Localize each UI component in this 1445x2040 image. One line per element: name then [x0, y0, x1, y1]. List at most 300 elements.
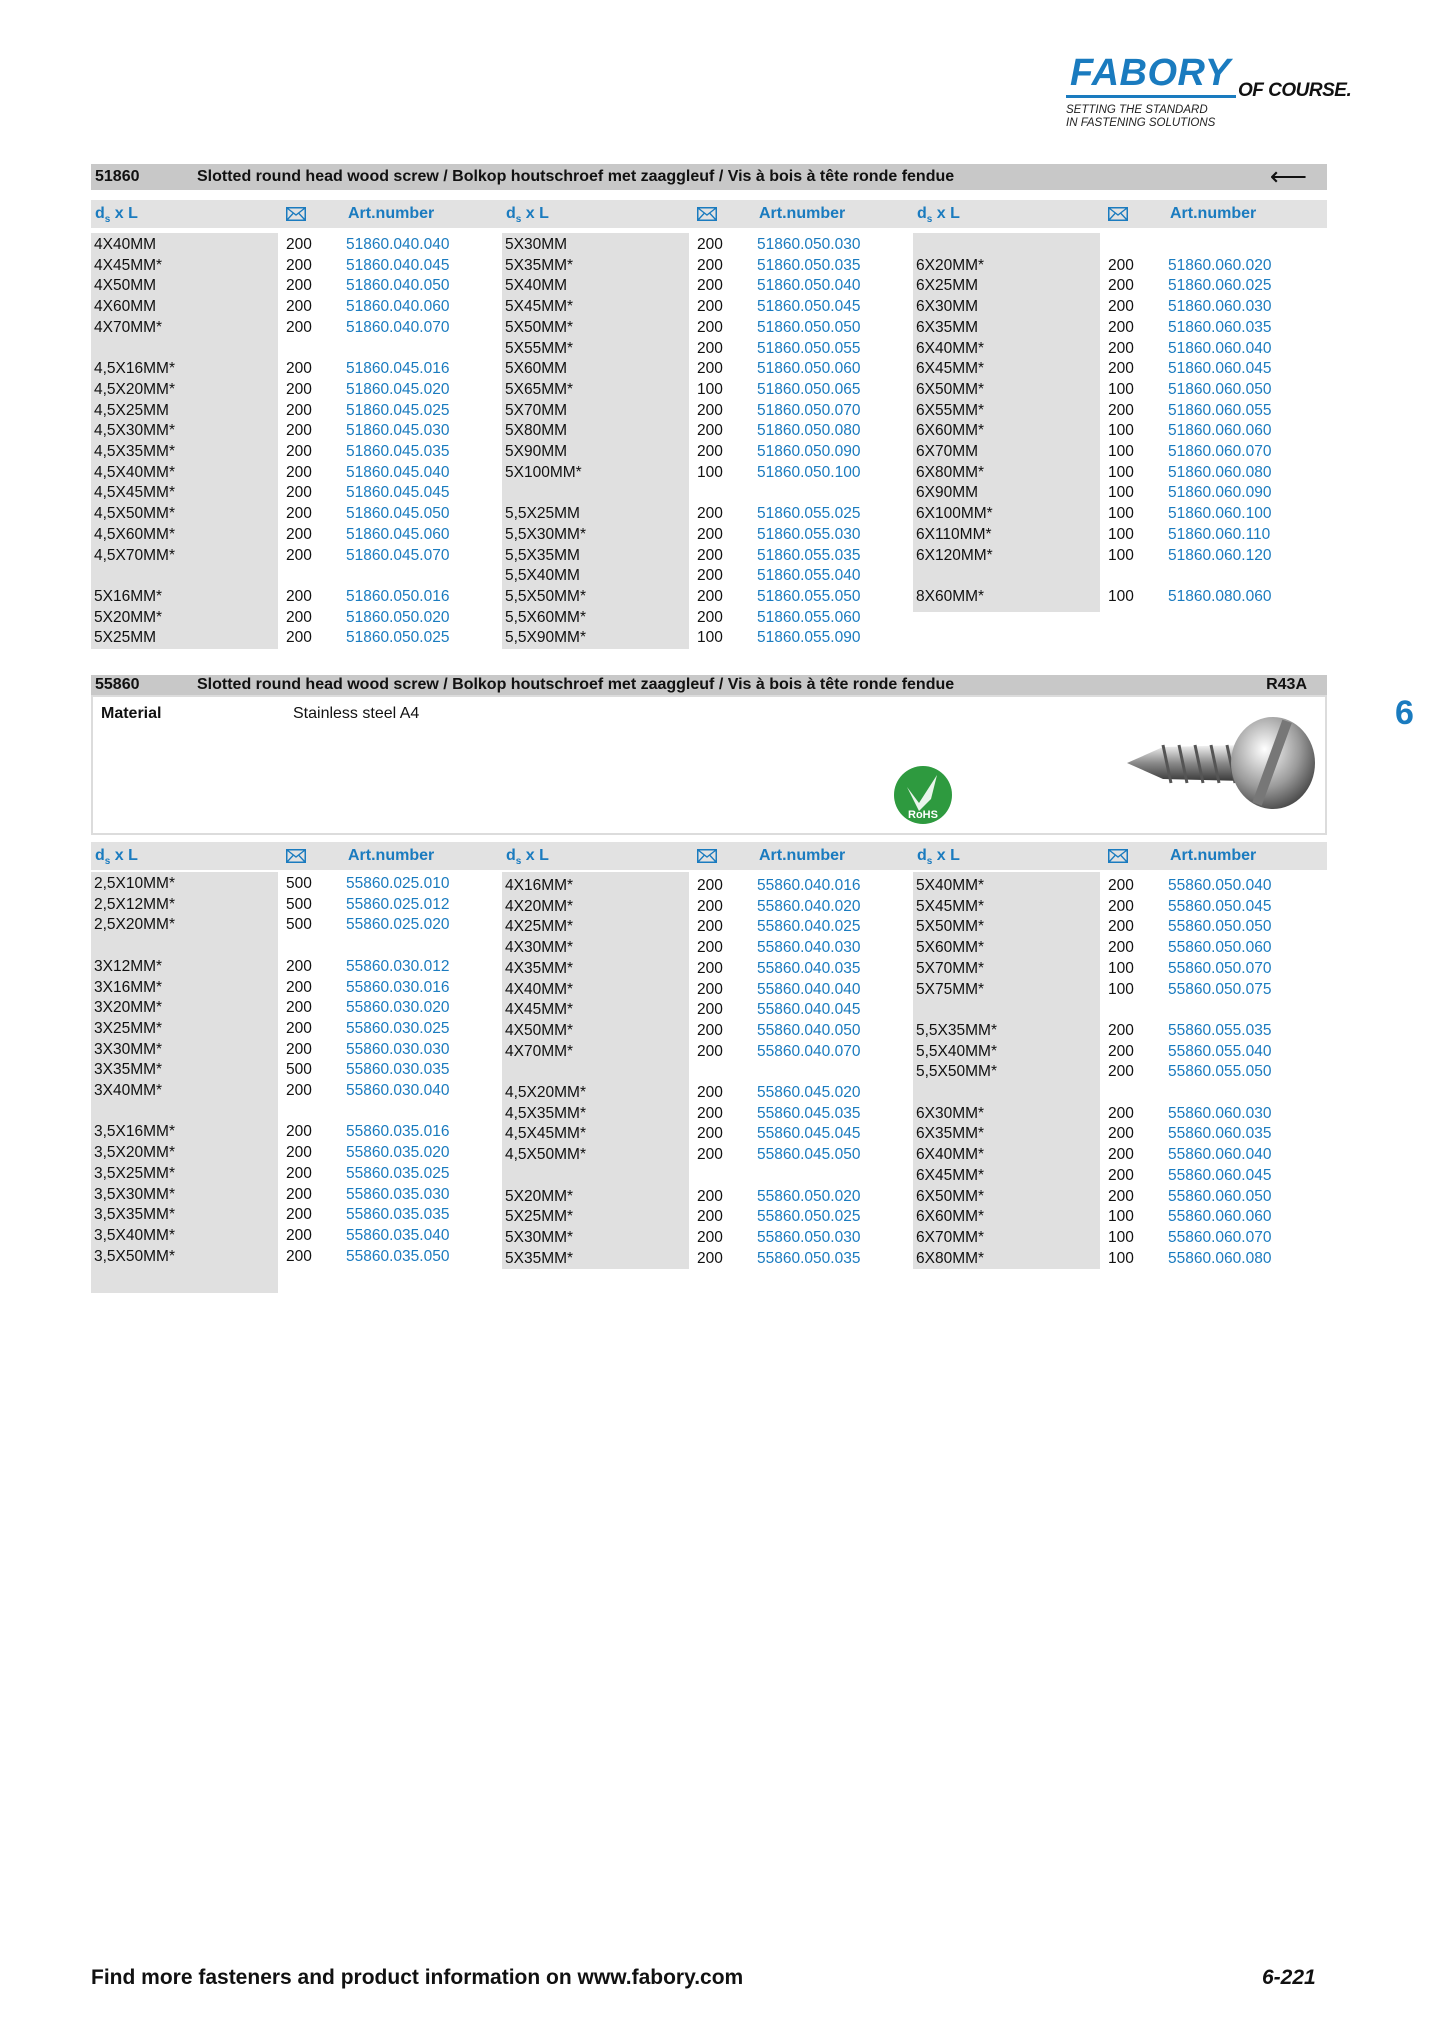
- art-number-link[interactable]: 55860.025.010: [346, 875, 450, 892]
- quantity-cell: 200: [1108, 256, 1134, 274]
- size-cell: 4X70MM*: [94, 318, 163, 336]
- size-cell: 5,5X50MM*: [505, 587, 586, 605]
- art-number-link[interactable]: 51860.050.030: [757, 236, 861, 253]
- art-number-link[interactable]: 55860.050.030: [757, 1228, 861, 1246]
- art-number-link[interactable]: 51860.050.045: [757, 298, 861, 316]
- art-number-link[interactable]: 55860.030.020: [346, 999, 450, 1017]
- art-number-link[interactable]: 51860.055.035: [757, 546, 861, 564]
- size-cell: 3,5X16MM*: [94, 1123, 175, 1141]
- quantity-cell: 200: [1108, 1166, 1134, 1184]
- quantity-cell: 200: [697, 277, 723, 295]
- art-number-link[interactable]: 55860.060.035: [1168, 1125, 1272, 1143]
- table-row: [91, 1122, 491, 1143]
- quantity-cell: 200: [697, 567, 723, 585]
- art-number-column-label: Art.number: [1170, 847, 1257, 864]
- size-cell: 3,5X25MM*: [94, 1164, 175, 1182]
- art-number-link[interactable]: 51860.050.070: [757, 401, 861, 419]
- size-cell: 4,5X30MM*: [94, 422, 175, 440]
- art-number-link[interactable]: 51860.050.040: [757, 277, 861, 295]
- quantity-cell: 200: [1108, 897, 1134, 915]
- size-cell: 2,5X10MM*: [94, 875, 175, 892]
- quantity-cell: 200: [286, 525, 312, 543]
- quantity-cell: 200: [697, 1042, 723, 1060]
- table-row: [502, 442, 902, 463]
- size-cell: 4X25MM*: [505, 918, 574, 936]
- art-number-link[interactable]: 55860.035.016: [346, 1123, 450, 1141]
- table-row: [502, 318, 902, 339]
- table-row: [913, 1145, 1313, 1166]
- art-number-link[interactable]: 55860.030.025: [346, 1019, 450, 1037]
- art-number-link[interactable]: 51860.050.080: [757, 422, 861, 440]
- table-row: [913, 917, 1313, 938]
- table-row: [913, 483, 1313, 504]
- quantity-cell: 100: [1108, 422, 1134, 440]
- table-row: [502, 1083, 902, 1104]
- size-cell: 4X50MM: [94, 277, 157, 295]
- size-cell: 6X30MM: [916, 298, 979, 316]
- table-row: [502, 897, 902, 918]
- table-row: [502, 463, 902, 484]
- quantity-cell: 200: [286, 380, 312, 398]
- size-cell: 3,5X35MM*: [94, 1206, 175, 1224]
- art-number-link[interactable]: 55860.030.035: [346, 1061, 450, 1079]
- art-number-link[interactable]: 55860.060.045: [1168, 1166, 1272, 1184]
- table-row: [502, 297, 902, 318]
- art-number-link[interactable]: 55860.040.020: [757, 897, 861, 915]
- table-row: [91, 442, 491, 463]
- art-number-link[interactable]: 51860.050.020: [346, 608, 450, 626]
- size-cell: 4,5X50MM*: [94, 505, 175, 523]
- art-number-link[interactable]: 55860.050.040: [1168, 877, 1272, 894]
- art-number-link[interactable]: 55860.045.020: [757, 1084, 861, 1101]
- art-number-link[interactable]: 55860.025.012: [346, 895, 450, 913]
- quantity-cell: 100: [1108, 587, 1134, 605]
- art-number-link[interactable]: 51860.050.050: [757, 318, 861, 336]
- table-row: [91, 546, 491, 567]
- quantity-cell: 200: [697, 339, 723, 357]
- art-number-link[interactable]: 51860.050.035: [757, 256, 861, 274]
- art-number-link[interactable]: 51860.060.055: [1168, 401, 1272, 419]
- size-cell: 4,5X16MM*: [94, 360, 175, 378]
- art-number-link[interactable]: 51860.045.025: [346, 401, 450, 419]
- art-number-link[interactable]: 51860.060.045: [1168, 360, 1272, 378]
- quantity-cell: 200: [697, 939, 723, 957]
- art-number-link[interactable]: 55860.030.040: [346, 1082, 450, 1099]
- art-number-link[interactable]: 55860.040.030: [757, 939, 861, 957]
- art-number-link[interactable]: 55860.045.045: [757, 1125, 861, 1143]
- table-row: [91, 608, 491, 629]
- table-row: [913, 959, 1313, 980]
- art-number-link[interactable]: 55860.040.050: [757, 1021, 861, 1039]
- quantity-cell: 200: [286, 484, 312, 502]
- art-number-link[interactable]: 55860.030.016: [346, 978, 450, 996]
- table-row: [913, 380, 1313, 401]
- size-cell: 5,5X40MM*: [916, 1042, 997, 1060]
- table-row: [913, 938, 1313, 959]
- size-cell: 5X70MM: [505, 401, 568, 419]
- art-number-link[interactable]: 51860.060.110: [1168, 525, 1271, 543]
- art-number-link[interactable]: 55860.035.035: [346, 1206, 450, 1224]
- size-cell: 5X35MM*: [505, 256, 574, 274]
- art-number-link[interactable]: 51860.045.016: [346, 360, 450, 378]
- table-row: [502, 525, 902, 546]
- art-number-link[interactable]: 55860.035.020: [346, 1144, 450, 1162]
- quantity-cell: 200: [286, 1185, 312, 1203]
- table-row: [91, 504, 491, 525]
- size-column-label: $d_s$ x L: [917, 205, 960, 226]
- art-number-link[interactable]: 55860.050.060: [1168, 939, 1272, 957]
- table-row: [91, 421, 491, 442]
- quantity-cell: 200: [697, 1084, 723, 1101]
- logo-tagline-line2: IN FASTENING SOLUTIONS: [1066, 117, 1216, 129]
- table-row: [91, 1185, 491, 1206]
- art-number-link[interactable]: 51860.060.100: [1168, 505, 1272, 523]
- table-row: [502, 256, 902, 277]
- table-row: [502, 917, 902, 938]
- size-cell: 5X60MM*: [916, 939, 985, 957]
- size-cell: 4X45MM*: [505, 1001, 574, 1019]
- art-number-link[interactable]: 51860.060.020: [1168, 256, 1272, 274]
- art-number-link[interactable]: 51860.040.040: [346, 236, 450, 253]
- art-number-link[interactable]: 55860.045.050: [757, 1146, 861, 1164]
- art-number-link[interactable]: 51860.050.065: [757, 380, 861, 398]
- quantity-cell: 200: [286, 1123, 312, 1141]
- size-cell: 5,5X35MM: [505, 546, 580, 564]
- size-column-label: $d_s$ x L: [95, 205, 138, 226]
- size-cell: 5X16MM*: [94, 587, 163, 605]
- art-number-link[interactable]: 51860.060.090: [1168, 484, 1272, 502]
- size-cell: 6X60MM*: [916, 1208, 985, 1226]
- table-row: [91, 1247, 491, 1268]
- quantity-cell: 200: [286, 1082, 312, 1099]
- art-number-link[interactable]: 55860.040.025: [757, 918, 861, 936]
- art-number-column-label: Art.number: [348, 205, 435, 222]
- art-number-link[interactable]: 51860.045.070: [346, 546, 450, 564]
- quantity-cell: 200: [286, 463, 312, 481]
- table-row: [91, 483, 491, 504]
- art-number-link[interactable]: 51860.060.120: [1168, 546, 1272, 564]
- quantity-cell: 200: [697, 1187, 723, 1205]
- table-row: [502, 587, 902, 608]
- art-number-link[interactable]: 55860.030.012: [346, 957, 450, 975]
- back-arrow-icon[interactable]: ⟵: [1269, 161, 1307, 191]
- art-number-link[interactable]: 51860.060.050: [1168, 380, 1272, 398]
- size-cell: 5X70MM*: [916, 959, 985, 977]
- art-number-link[interactable]: 55860.035.040: [346, 1226, 450, 1244]
- table-row: [502, 235, 902, 256]
- art-number-link[interactable]: 55860.055.050: [1168, 1063, 1272, 1081]
- table-row: [913, 442, 1313, 463]
- art-number-link[interactable]: 51860.060.070: [1168, 443, 1272, 460]
- art-number-link[interactable]: 55860.055.035: [1168, 1021, 1272, 1039]
- table-row: [913, 504, 1313, 525]
- size-cell: 4,5X40MM*: [94, 463, 175, 481]
- art-number-link[interactable]: 51860.050.090: [757, 443, 861, 460]
- art-number-link[interactable]: 55860.060.050: [1168, 1187, 1272, 1205]
- art-number-column-label: Art.number: [348, 847, 435, 864]
- table-row: [91, 359, 491, 380]
- table-row: [913, 276, 1313, 297]
- art-number-link[interactable]: 55860.055.040: [1168, 1042, 1272, 1060]
- quantity-cell: 200: [1108, 918, 1134, 936]
- size-cell: 3,5X20MM*: [94, 1144, 175, 1162]
- table-row: [502, 1000, 902, 1021]
- art-number-link[interactable]: 51860.050.025: [346, 629, 450, 647]
- art-number-link[interactable]: 55860.040.016: [757, 877, 861, 894]
- size-cell: 6X40MM*: [916, 1146, 985, 1164]
- size-column-label: $d_s$ x L: [506, 205, 549, 226]
- footer-text[interactable]: Find more fasteners and product information on www.fabory.com: [91, 1966, 744, 1989]
- quantity-cell: 200: [286, 608, 312, 626]
- art-number-link[interactable]: 55860.050.070: [1168, 959, 1272, 977]
- size-cell: 6X35MM*: [916, 1125, 985, 1143]
- quantity-cell: 200: [286, 401, 312, 419]
- quantity-cell: 100: [1108, 959, 1134, 977]
- size-cell: 4,5X35MM*: [94, 443, 175, 460]
- quantity-cell: 200: [286, 1226, 312, 1244]
- table-row: [913, 1249, 1313, 1270]
- table-row: [502, 1207, 902, 1228]
- quantity-cell: 200: [697, 918, 723, 936]
- quantity-cell: 100: [1108, 1249, 1134, 1267]
- quantity-cell: 200: [697, 1228, 723, 1246]
- table-row: [502, 938, 902, 959]
- art-number-link[interactable]: 51860.040.050: [346, 277, 450, 295]
- art-number-link[interactable]: 51860.040.070: [346, 318, 450, 336]
- art-number-link[interactable]: 51860.080.060: [1168, 587, 1272, 605]
- art-number-link[interactable]: 55860.040.035: [757, 959, 861, 977]
- quantity-cell: 200: [697, 546, 723, 564]
- art-number-link[interactable]: 55860.050.025: [757, 1208, 861, 1226]
- table-row: [502, 1124, 902, 1145]
- quantity-cell: 200: [286, 1247, 312, 1265]
- size-cell: 6X50MM*: [916, 1187, 985, 1205]
- section1-column-header: [91, 200, 1327, 228]
- quantity-cell: 200: [697, 443, 723, 460]
- quantity-cell: 200: [286, 298, 312, 316]
- quantity-cell: 200: [1108, 1021, 1134, 1039]
- quantity-cell: 200: [1108, 877, 1134, 894]
- size-cell: 4X30MM*: [505, 939, 574, 957]
- art-number-link[interactable]: 51860.055.040: [757, 567, 861, 585]
- quantity-cell: 200: [1108, 939, 1134, 957]
- size-cell: 5X80MM: [505, 422, 568, 440]
- art-number-link[interactable]: 51860.045.060: [346, 525, 450, 543]
- size-cell: 5,5X60MM*: [505, 608, 586, 626]
- table-row: [91, 525, 491, 546]
- art-number-link[interactable]: 51860.050.060: [757, 360, 861, 378]
- quantity-cell: 200: [697, 236, 723, 253]
- size-cell: 2,5X20MM*: [94, 916, 175, 934]
- art-number-link[interactable]: 51860.060.035: [1168, 318, 1272, 336]
- art-number-link[interactable]: 55860.060.070: [1168, 1228, 1272, 1246]
- size-cell: 5X40MM*: [916, 877, 985, 894]
- art-number-link[interactable]: 55860.040.040: [757, 980, 861, 998]
- quantity-cell: 100: [1108, 1208, 1134, 1226]
- art-number-link[interactable]: 55860.050.045: [1168, 897, 1272, 915]
- size-cell: 5X25MM*: [505, 1208, 574, 1226]
- size-cell: 4X40MM*: [505, 980, 574, 998]
- table-row: [91, 1081, 491, 1102]
- quantity-cell: 200: [286, 1019, 312, 1037]
- art-number-link[interactable]: 51860.055.050: [757, 587, 861, 605]
- art-number-link[interactable]: 55860.035.050: [346, 1247, 450, 1265]
- table-row: [502, 1228, 902, 1249]
- size-cell: 5X30MM*: [505, 1228, 574, 1246]
- table-row: [502, 421, 902, 442]
- quantity-cell: 500: [286, 1061, 312, 1079]
- art-number-link[interactable]: 55860.050.035: [757, 1249, 861, 1267]
- size-cell: 5X20MM*: [505, 1187, 574, 1205]
- quantity-cell: 200: [1108, 1063, 1134, 1081]
- table-row: [91, 401, 491, 422]
- art-number-link[interactable]: 55860.040.070: [757, 1042, 861, 1060]
- envelope-icon: [1108, 849, 1128, 863]
- quantity-cell: 200: [1108, 1146, 1134, 1164]
- quantity-cell: 200: [697, 422, 723, 440]
- art-number-link[interactable]: 55860.025.020: [346, 916, 450, 934]
- table-row: [91, 463, 491, 484]
- art-number-link[interactable]: 51860.045.040: [346, 463, 450, 481]
- quantity-cell: 200: [1108, 277, 1134, 295]
- quantity-cell: 200: [697, 256, 723, 274]
- art-number-link[interactable]: 51860.055.060: [757, 608, 861, 626]
- art-number-link[interactable]: 51860.050.055: [757, 339, 861, 357]
- size-cell: 6X60MM*: [916, 422, 985, 440]
- art-number-link[interactable]: 51860.055.025: [757, 505, 861, 523]
- table-row: [502, 380, 902, 401]
- rohs-label: RoHS: [908, 809, 938, 821]
- art-number-link[interactable]: 51860.050.016: [346, 587, 450, 605]
- table-row: [502, 959, 902, 980]
- size-cell: 8X60MM*: [916, 587, 985, 605]
- logo-tagline-line1: SETTING THE STANDARD: [1066, 104, 1208, 116]
- art-number-link[interactable]: 55860.060.030: [1168, 1104, 1272, 1122]
- art-number-link[interactable]: 51860.060.060: [1168, 422, 1272, 440]
- art-number-link[interactable]: 51860.050.100: [757, 463, 861, 481]
- art-number-link[interactable]: 51860.060.030: [1168, 298, 1272, 316]
- quantity-cell: 100: [1108, 1228, 1134, 1246]
- size-cell: 3X25MM*: [94, 1019, 163, 1037]
- art-number-link[interactable]: 55860.060.060: [1168, 1208, 1272, 1226]
- art-number-link[interactable]: 55860.060.040: [1168, 1146, 1272, 1164]
- quantity-cell: 200: [286, 1206, 312, 1224]
- table-row: [502, 1249, 902, 1270]
- size-cell: 3X40MM*: [94, 1082, 163, 1099]
- size-cell: 6X90MM: [916, 484, 979, 502]
- size-cell: 4,5X45MM*: [94, 484, 175, 502]
- art-number-link[interactable]: 55860.040.045: [757, 1001, 861, 1019]
- art-number-link[interactable]: 55860.035.030: [346, 1185, 450, 1203]
- size-cell: 3X12MM*: [94, 957, 163, 975]
- size-cell: 4,5X20MM*: [94, 380, 175, 398]
- material-value: Stainless steel A4: [293, 705, 420, 722]
- table-row: [502, 628, 902, 649]
- size-cell: 6X20MM*: [916, 256, 985, 274]
- art-number-link[interactable]: 51860.060.080: [1168, 463, 1272, 481]
- quantity-cell: 200: [1108, 1104, 1134, 1122]
- art-number-link[interactable]: 55860.045.035: [757, 1104, 861, 1122]
- table-row: [502, 1187, 902, 1208]
- size-cell: 4X45MM*: [94, 256, 163, 274]
- section1-code: 51860: [95, 168, 140, 185]
- quantity-cell: 200: [1108, 298, 1134, 316]
- quantity-cell: 100: [1108, 980, 1134, 998]
- size-cell: 4X70MM*: [505, 1042, 574, 1060]
- art-number-column-label: Art.number: [759, 847, 846, 864]
- size-cell: 6X80MM*: [916, 1249, 985, 1267]
- table-row: [91, 1019, 491, 1040]
- quantity-cell: 200: [1108, 339, 1134, 357]
- art-number-link[interactable]: 55860.060.080: [1168, 1249, 1272, 1267]
- size-cell: 5X35MM*: [505, 1249, 574, 1267]
- table-row: [913, 587, 1313, 608]
- art-number-link[interactable]: 51860.060.025: [1168, 277, 1272, 295]
- quantity-cell: 200: [286, 629, 312, 647]
- quantity-cell: 100: [1108, 505, 1134, 523]
- art-number-link[interactable]: 51860.040.060: [346, 298, 450, 316]
- quantity-cell: 100: [1108, 463, 1134, 481]
- art-number-link[interactable]: 51860.055.090: [757, 629, 861, 647]
- quantity-cell: 200: [286, 957, 312, 975]
- quantity-cell: 200: [286, 443, 312, 460]
- table-row: [913, 256, 1313, 277]
- art-number-link[interactable]: 55860.035.025: [346, 1164, 450, 1182]
- quantity-cell: 200: [286, 505, 312, 523]
- art-number-link[interactable]: 55860.030.030: [346, 1040, 450, 1058]
- quantity-cell: 100: [1108, 525, 1134, 543]
- table-row: [502, 1104, 902, 1125]
- size-cell: 6X55MM*: [916, 401, 985, 419]
- size-cell: 3X20MM*: [94, 999, 163, 1017]
- quantity-cell: 200: [286, 587, 312, 605]
- brand-logo: FABORY: [1070, 52, 1231, 94]
- section2-code: 55860: [95, 676, 140, 693]
- size-cell: 6X40MM*: [916, 339, 985, 357]
- art-number-link[interactable]: 51860.045.035: [346, 443, 450, 460]
- art-number-link[interactable]: 51860.045.050: [346, 505, 450, 523]
- size-cell: 6X45MM*: [916, 360, 985, 378]
- art-number-link[interactable]: 51860.045.045: [346, 484, 450, 502]
- size-cell: 5X60MM: [505, 360, 568, 378]
- art-number-link[interactable]: 55860.050.020: [757, 1187, 861, 1205]
- quantity-cell: 100: [1108, 380, 1134, 398]
- table-row: [913, 1124, 1313, 1145]
- quantity-cell: 200: [286, 1144, 312, 1162]
- quantity-cell: 200: [697, 877, 723, 894]
- art-number-link[interactable]: 55860.050.075: [1168, 980, 1272, 998]
- quantity-cell: 200: [697, 360, 723, 378]
- table-row: [913, 897, 1313, 918]
- table-row: [913, 1042, 1313, 1063]
- chapter-tab: 6: [1395, 694, 1414, 732]
- size-column-label: $d_s$ x L: [506, 847, 549, 868]
- size-cell: 5,5X25MM: [505, 505, 580, 523]
- quantity-cell: 200: [286, 1040, 312, 1058]
- quantity-cell: 200: [697, 1104, 723, 1122]
- quantity-cell: 200: [697, 959, 723, 977]
- art-number-link[interactable]: 51860.055.030: [757, 525, 861, 543]
- quantity-cell: 200: [697, 1146, 723, 1164]
- art-number-link[interactable]: 51860.045.030: [346, 422, 450, 440]
- art-number-link[interactable]: 51860.045.020: [346, 380, 450, 398]
- art-number-link[interactable]: 51860.040.045: [346, 256, 450, 274]
- art-number-link[interactable]: 55860.050.050: [1168, 918, 1272, 936]
- size-cell: 5X65MM*: [505, 380, 574, 398]
- art-number-link[interactable]: 51860.060.040: [1168, 339, 1272, 357]
- size-cell: 4,5X60MM*: [94, 525, 175, 543]
- size-cell: 3,5X50MM*: [94, 1247, 175, 1265]
